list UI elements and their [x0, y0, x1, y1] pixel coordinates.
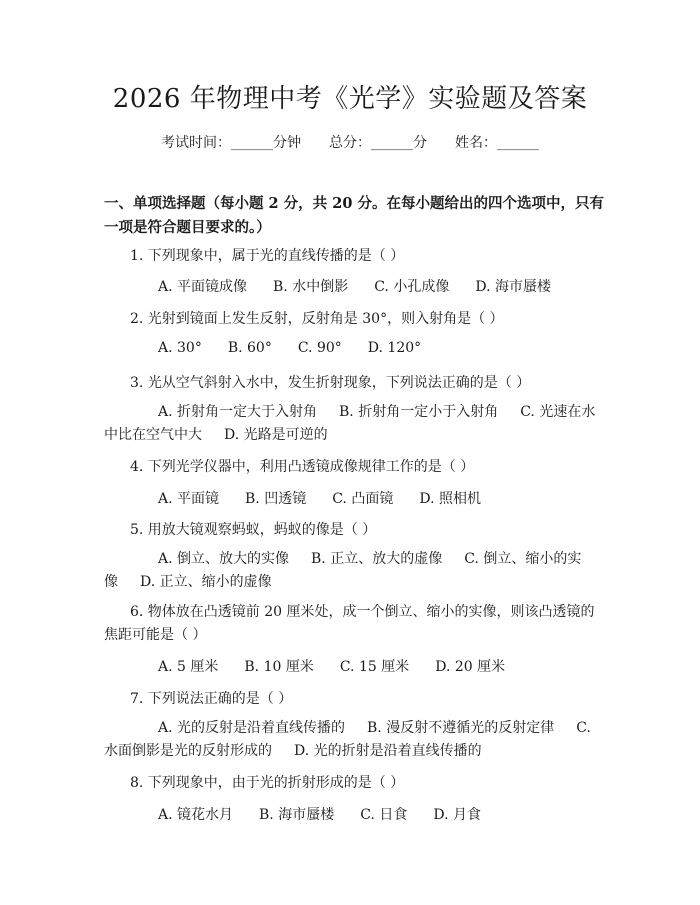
- question-1-stem: 1. 下列现象中，属于光的直线传播的是（ ）: [130, 248, 405, 264]
- option-c: C. 日食: [360, 807, 408, 823]
- option-c: C. 15 厘米: [339, 659, 410, 675]
- option-c: C. 小孔成像: [374, 279, 450, 295]
- question-8-stem: 8. 下列现象中，由于光的折射形成的是（ ）: [130, 775, 405, 791]
- option-a: A. 5 厘米: [158, 659, 219, 675]
- page-title: 2026 年物理中考《光学》实验题及答案: [112, 84, 588, 114]
- option-a: A. 镜花水月: [158, 807, 234, 823]
- question-2-stem: 2. 光射到镜面上发生反射，反射角是 30°，则入射角是（ ）: [130, 311, 504, 327]
- option-b: B. 折射角一定小于入射角: [339, 404, 499, 420]
- option-a: A. 折射角一定大于入射角: [158, 404, 318, 420]
- question-4-stem: 4. 下列光学仪器中，利用凸透镜成像规律工作的是（ ）: [130, 459, 475, 475]
- question-7-stem: 7. 下列说法正确的是（ ）: [130, 691, 293, 707]
- option-d: D. 照相机: [419, 491, 481, 507]
- option-d: D. 120°: [367, 340, 422, 356]
- option-d: D. 光的折射是沿着直线传播的: [294, 743, 482, 759]
- question-1-options: [158, 276, 598, 296]
- option-b: B. 正立、放大的虚像: [311, 551, 443, 567]
- option-a: A. 平面镜: [158, 491, 220, 507]
- option-b: B. 凹透镜: [245, 491, 307, 507]
- option-a: A. 倒立、放大的实像: [158, 551, 290, 567]
- question-6-options: [158, 656, 598, 676]
- question-3-stem: 3. 光从空气斜射入水中，发生折射现象，下列说法正确的是（ ）: [130, 375, 531, 391]
- question-4-options: [158, 488, 598, 508]
- option-d: D. 光路是可逆的: [224, 427, 328, 443]
- question-6-stem: 6. 物体放在凸透镜前 20 厘米处，成一个倒立、缩小的实像，则该凸透镜的焦距可能是（ ）: [104, 604, 595, 643]
- option-c: C. 凸面镜: [332, 491, 394, 507]
- option-a: A. 平面镜成像: [158, 279, 248, 295]
- option-c: C. 倒立、缩小的实像: [104, 551, 582, 590]
- question-5-stem: 5. 用放大镜观察蚂蚁，蚂蚁的像是（ ）: [130, 522, 377, 538]
- question-2-options: [158, 340, 598, 356]
- option-d: D. 20 厘米: [435, 659, 506, 675]
- exam-meta: [0, 132, 700, 152]
- option-d: D. 月食: [433, 807, 481, 823]
- option-b: B. 漫反射不遵循光的反射定律: [367, 720, 555, 736]
- section-heading: 一、单项选择题（每小题 2 分，共 20 分。在每小题给出的四个选项中，只有一项是符合题目要求的。）: [104, 195, 604, 236]
- exam-time-field: 考试时间：______分钟: [161, 135, 301, 151]
- option-b: B. 海市蜃楼: [259, 807, 335, 823]
- question-7-options: [104, 717, 598, 763]
- option-c: C. 光速在水中比在空气中大: [104, 404, 596, 443]
- option-b: B. 水中倒影: [273, 279, 349, 295]
- option-c: C. 90°: [297, 340, 342, 356]
- student-name-field: 姓名：______: [455, 135, 539, 151]
- option-c: C. 水面倒影是光的反射形成的: [104, 720, 591, 759]
- option-b: B. 10 厘米: [244, 659, 314, 675]
- option-b: B. 60°: [227, 340, 272, 356]
- option-d: D. 正立、缩小的虚像: [140, 574, 272, 590]
- question-3-options: [104, 401, 598, 447]
- total-score-field: 总分：______分: [329, 135, 427, 151]
- option-a: A. 光的反射是沿着直线传播的: [158, 720, 346, 736]
- option-a: A. 30°: [158, 340, 202, 356]
- option-d: D. 海市蜃楼: [475, 279, 551, 295]
- question-5-options: [104, 548, 598, 594]
- question-8-options: [158, 804, 598, 824]
